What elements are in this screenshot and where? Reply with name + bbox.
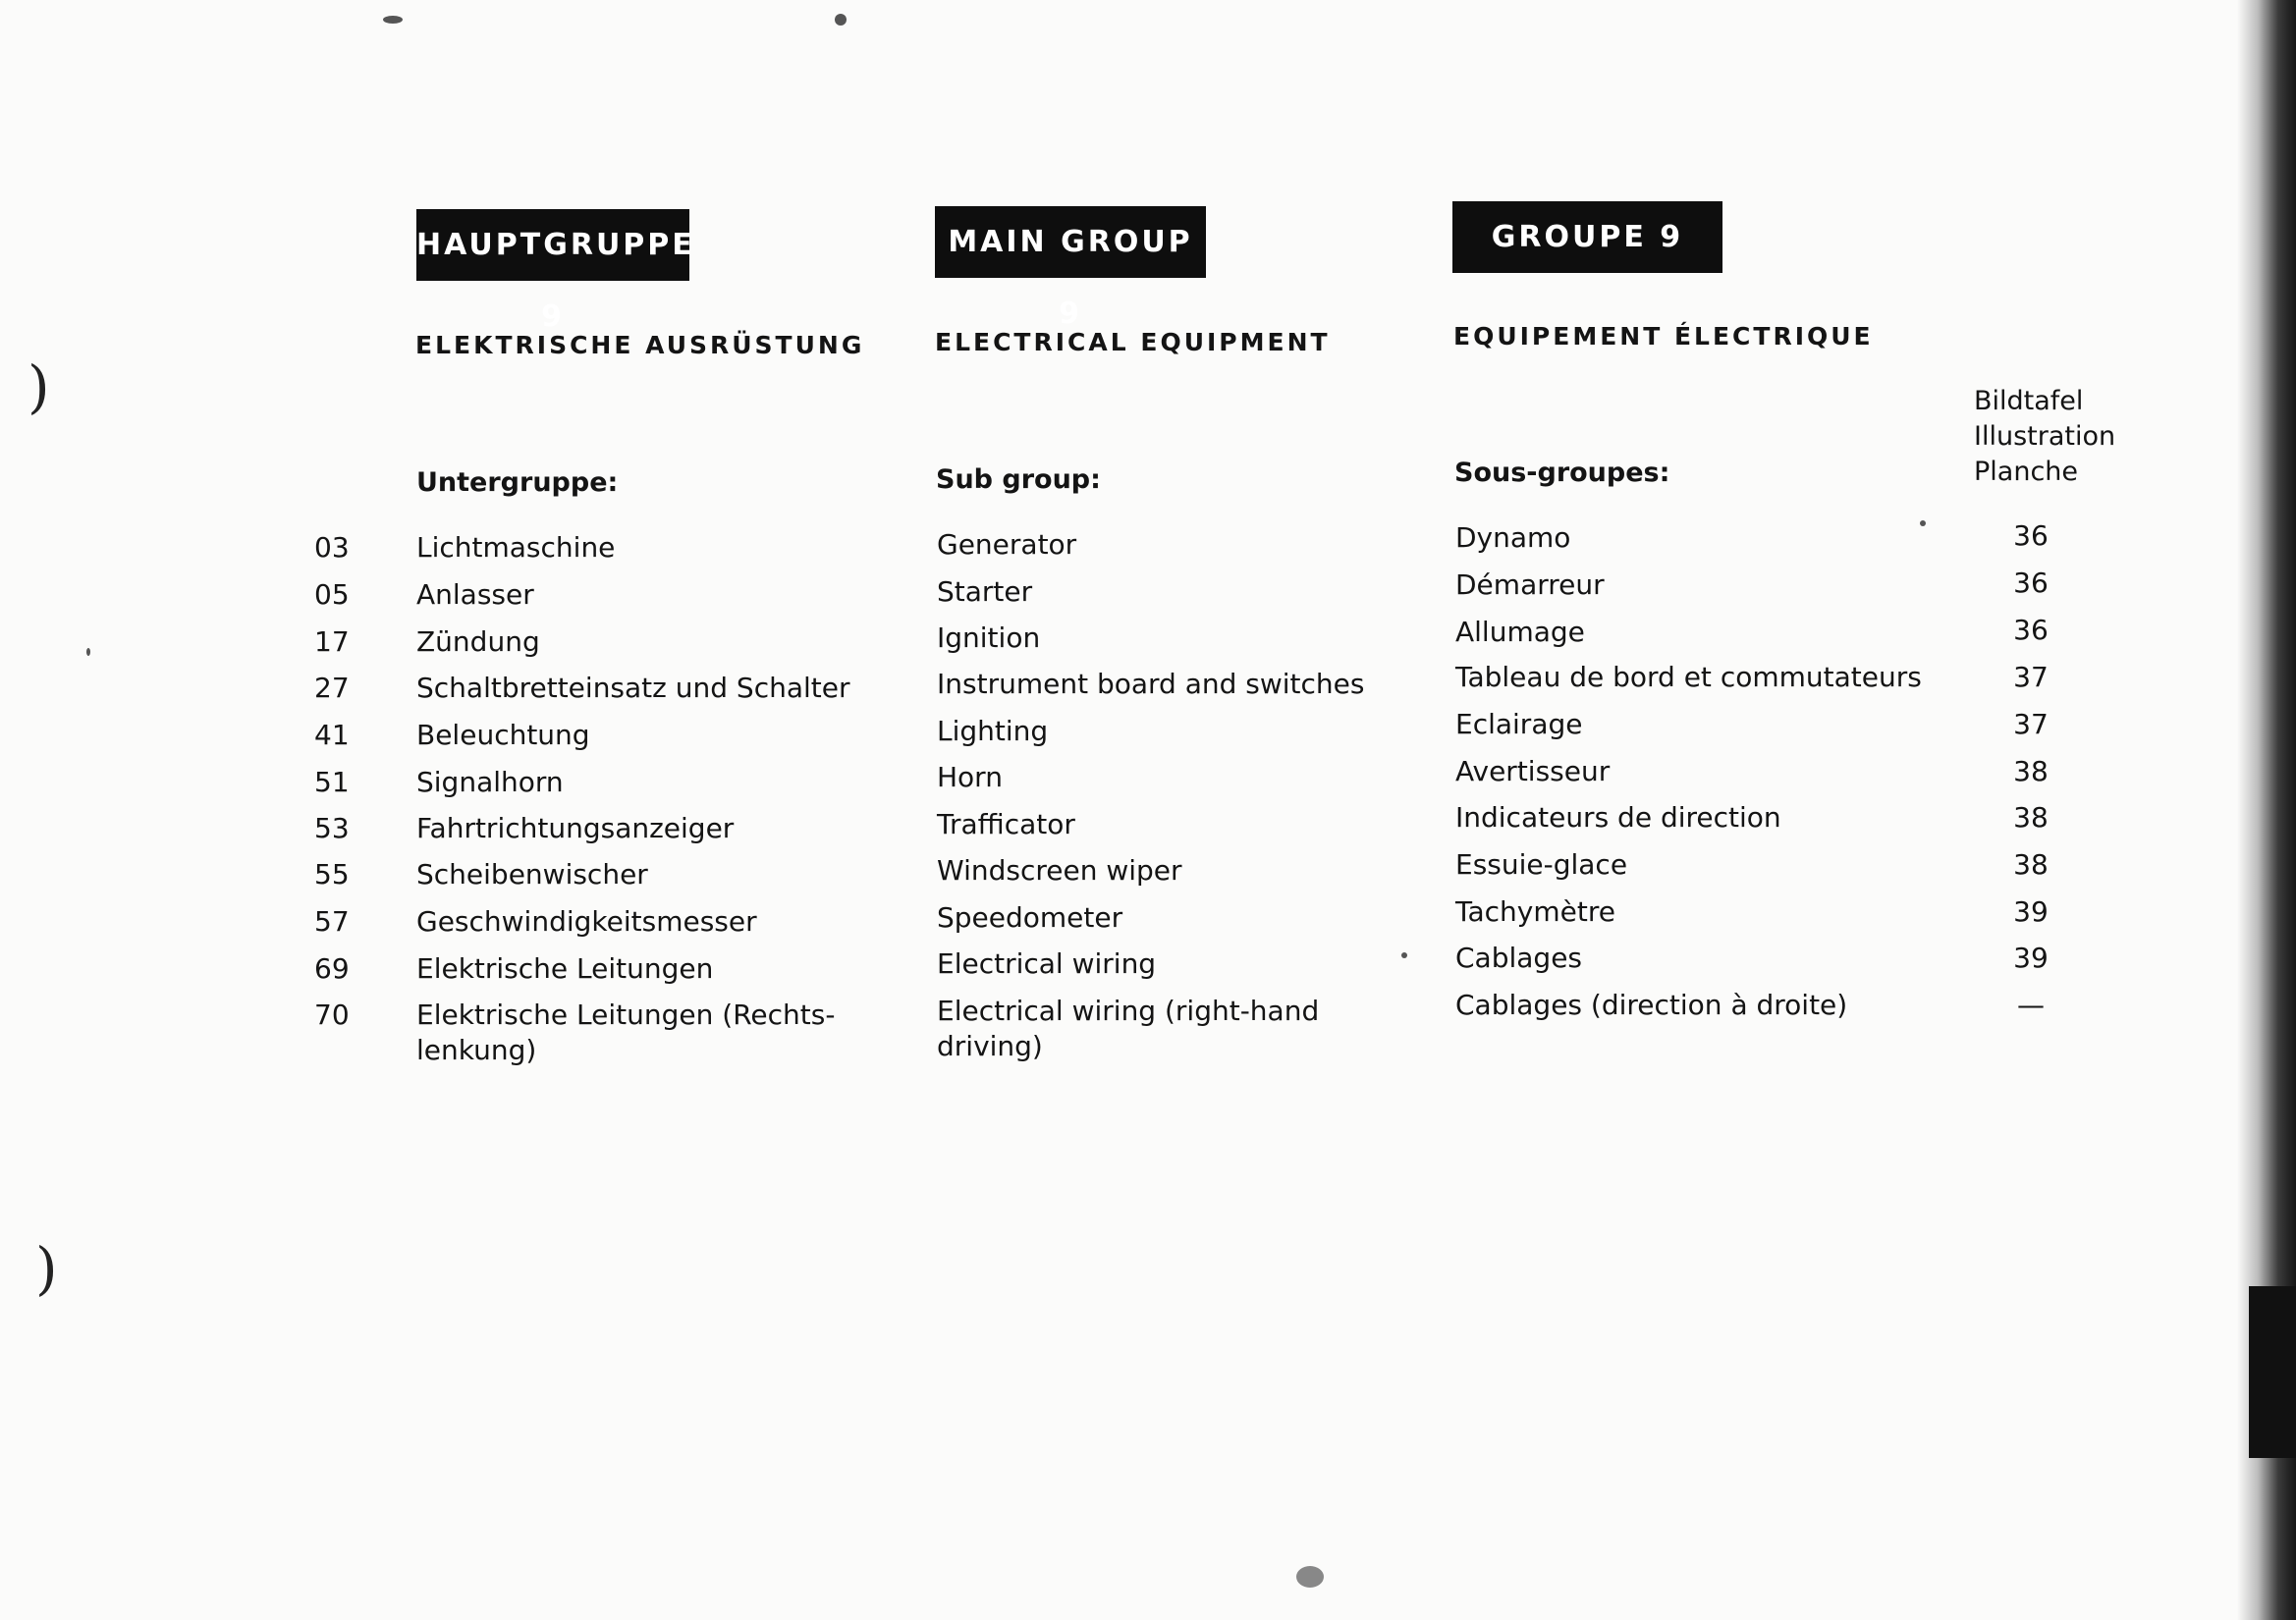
subgroup-name-french: Tachymètre: [1455, 895, 1615, 928]
subgroup-name-german: Zündung: [416, 625, 540, 658]
subgroup-name-french: Cablages: [1455, 942, 1583, 974]
subgroup-name-english: Windscreen wiper: [937, 854, 1182, 887]
main-group-badge-french: GROUPE 9: [1452, 201, 1722, 273]
plate-number: 38: [2013, 848, 2049, 881]
subgroup-code: 17: [314, 625, 350, 658]
subgroup-code: 41: [314, 719, 350, 751]
subgroup-name-french: Cablages (direction à droite): [1455, 989, 1848, 1021]
print-speck: [1401, 952, 1407, 958]
section-title-english: ELECTRICAL EQUIPMENT: [935, 328, 1331, 356]
subgroup-name-german: [416, 998, 835, 1068]
print-speck: [383, 16, 403, 24]
plate-heading-line-fr: Planche: [1974, 457, 2079, 487]
subgroup-name-german: Fahrtrichtungsanzeiger: [416, 812, 735, 844]
thumb-index-tab: [2249, 1286, 2296, 1458]
subgroup-code: 51: [314, 766, 350, 798]
subgroup-name-english: Electrical wiring: [937, 947, 1157, 980]
subgroup-name-english: Horn: [937, 761, 1003, 793]
subgroup-name-english: Instrument board and switches: [937, 668, 1365, 700]
main-group-badge-german: HAUPTGRUPPE 9: [416, 209, 689, 281]
subgroup-name-english-line2: driving): [937, 1030, 1043, 1062]
plate-number: 36: [2013, 519, 2049, 552]
subgroup-heading-french: Sous-groupes:: [1454, 458, 1670, 488]
subgroup-name-german: Elektrische Leitungen: [416, 952, 714, 985]
subgroup-heading-german: Untergruppe:: [416, 467, 619, 498]
plate-number: 38: [2013, 755, 2049, 787]
subgroup-code: 05: [314, 578, 350, 611]
subgroup-name-french: Essuie-glace: [1455, 848, 1628, 881]
subgroup-name-german-line2: lenkung): [416, 1034, 537, 1066]
plate-number: —: [2017, 989, 2045, 1021]
subgroup-name-german: Anlasser: [416, 578, 534, 611]
subgroup-heading-english: Sub group:: [936, 464, 1101, 495]
subgroup-name-german-line1: Elektrische Leitungen (Rechts-: [416, 999, 836, 1031]
subgroup-name-french: Tableau de bord et commutateurs: [1455, 661, 1922, 693]
subgroup-name-german: Scheibenwischer: [416, 858, 648, 891]
print-speck: [835, 14, 847, 26]
plate-number: 36: [2013, 567, 2049, 599]
plate-number: 39: [2013, 895, 2049, 928]
subgroup-name-english: Trafficator: [937, 808, 1075, 840]
punch-hole-top: ): [27, 353, 50, 420]
subgroup-name-english: [937, 994, 1319, 1064]
subgroup-name-german: Beleuchtung: [416, 719, 590, 751]
subgroup-name-german: Schaltbretteinsatz und Schalter: [416, 672, 850, 704]
subgroup-name-english: Ignition: [937, 621, 1041, 654]
plate-number: 37: [2013, 708, 2049, 740]
subgroup-name-german: Geschwindigkeitsmesser: [416, 905, 757, 938]
print-speck: [1920, 520, 1926, 526]
subgroup-code: 03: [314, 531, 350, 564]
plate-number: 38: [2013, 801, 2049, 834]
subgroup-name-french: Démarreur: [1455, 568, 1605, 601]
section-title-french: EQUIPEMENT ÉLECTRIQUE: [1453, 322, 1874, 351]
plate-number: 36: [2013, 614, 2049, 646]
print-speck: [1296, 1566, 1324, 1588]
subgroup-code: 53: [314, 812, 350, 844]
subgroup-name-french: Eclairage: [1455, 708, 1583, 740]
subgroup-name-german: Lichtmaschine: [416, 531, 616, 564]
subgroup-name-german: Signalhorn: [416, 766, 564, 798]
subgroup-code: 70: [314, 999, 350, 1031]
subgroup-name-french: Indicateurs de direction: [1455, 801, 1781, 834]
subgroup-name-french: Dynamo: [1455, 521, 1571, 554]
plate-number: 39: [2013, 942, 2049, 974]
plate-number: 37: [2013, 661, 2049, 693]
subgroup-code: 69: [314, 952, 350, 985]
plate-heading-line-en: Illustration: [1974, 421, 2116, 452]
subgroup-code: 55: [314, 858, 350, 891]
punch-hole-bottom: ): [35, 1235, 58, 1302]
section-title-german: ELEKTRISCHE AUSRÜSTUNG: [415, 331, 865, 359]
subgroup-name-french: Avertisseur: [1455, 755, 1611, 787]
subgroup-name-french: Allumage: [1455, 616, 1585, 648]
plate-column-heading: [1974, 384, 2115, 490]
subgroup-name-english-line1: Electrical wiring (right-hand: [937, 995, 1320, 1027]
subgroup-name-english: Lighting: [937, 715, 1049, 747]
plate-heading-line-de: Bildtafel: [1974, 386, 2084, 416]
subgroup-code: 27: [314, 672, 350, 704]
subgroup-code: 57: [314, 905, 350, 938]
subgroup-name-english: Generator: [937, 528, 1077, 561]
main-group-badge-english: MAIN GROUP 9: [935, 206, 1206, 278]
subgroup-name-english: Starter: [937, 575, 1033, 608]
subgroup-name-english: Speedometer: [937, 901, 1123, 934]
print-speck: [86, 648, 90, 656]
